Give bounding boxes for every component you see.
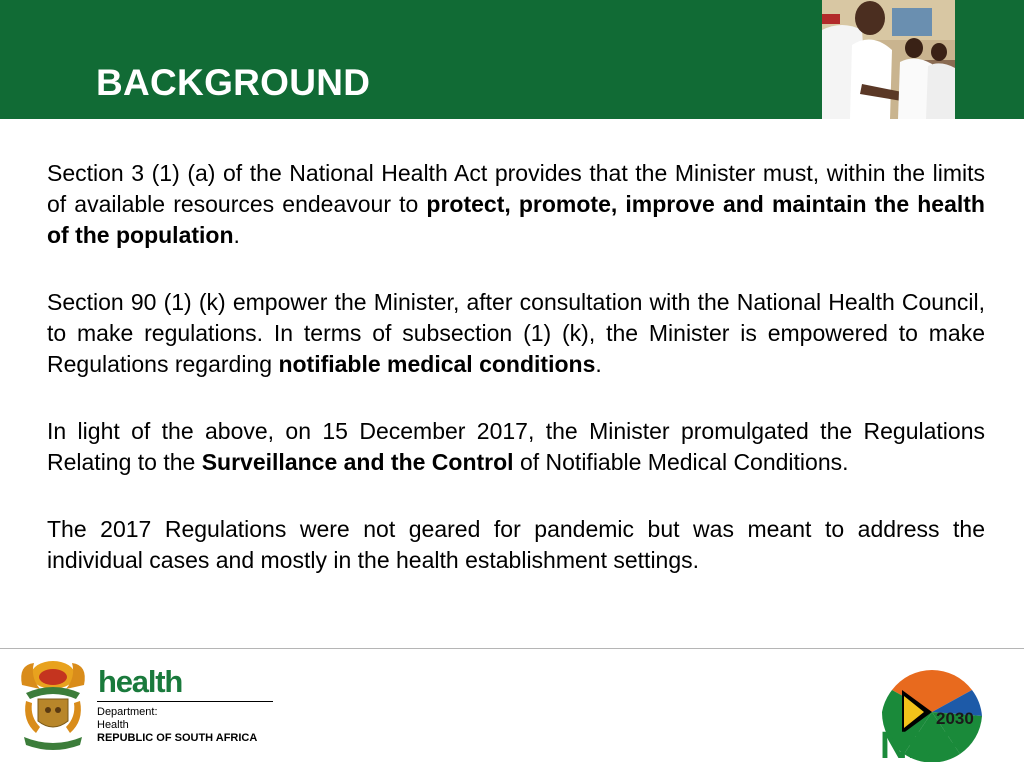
paragraph-text: Section 90 (1) (k) empower the Minister, after consultation with the National Health Council, to make regulations. In terms of subsection (1) (k), the Minister is empowered to make Regulations regarding (47, 289, 985, 377)
footer-divider (0, 648, 1024, 649)
ndp-year-text: 2030 (936, 709, 974, 728)
department-label: Department: (97, 706, 158, 718)
body-text (47, 158, 985, 612)
ndp-2030-logo (874, 660, 990, 762)
paragraph-emphasis: notifiable medical conditions (278, 351, 596, 377)
paragraph-text: . (595, 351, 602, 377)
paragraph-emphasis: protect, promote, improve and maintain the health of the population (47, 191, 985, 248)
department-name: Health (97, 719, 129, 731)
ndp-acronym-text: NDP (880, 725, 961, 762)
header-banner (0, 0, 1024, 119)
paragraph (47, 158, 985, 251)
paragraph (47, 287, 985, 380)
country-name: REPUBLIC OF SOUTH AFRICA (97, 732, 258, 744)
paragraph-text: . (233, 222, 240, 248)
paragraph (47, 514, 985, 576)
paragraph-emphasis: Surveillance and the Control (201, 449, 514, 475)
paragraph (47, 416, 985, 478)
paragraph-text: of Notifiable Medical Conditions. (513, 449, 849, 475)
health-wordmark: health (98, 664, 183, 699)
header-photo (822, 0, 955, 119)
wordmark-underline (97, 701, 273, 702)
paragraph-text: Section 3 (1) (a) of the National Health Act provides that the Minister must, within the limits of available resources endeavour to (47, 160, 985, 217)
slide-title: BACKGROUND (96, 62, 371, 103)
paragraph-text: In light of the above, on 15 December 2017, the Minister promulgated the Regulations Relating to the (47, 418, 985, 475)
paragraph-text: The 2017 Regulations were not geared for pandemic but was meant to address the individual cases and mostly in the health establishment settings. (47, 516, 985, 573)
coat-of-arms-logo (16, 655, 90, 751)
